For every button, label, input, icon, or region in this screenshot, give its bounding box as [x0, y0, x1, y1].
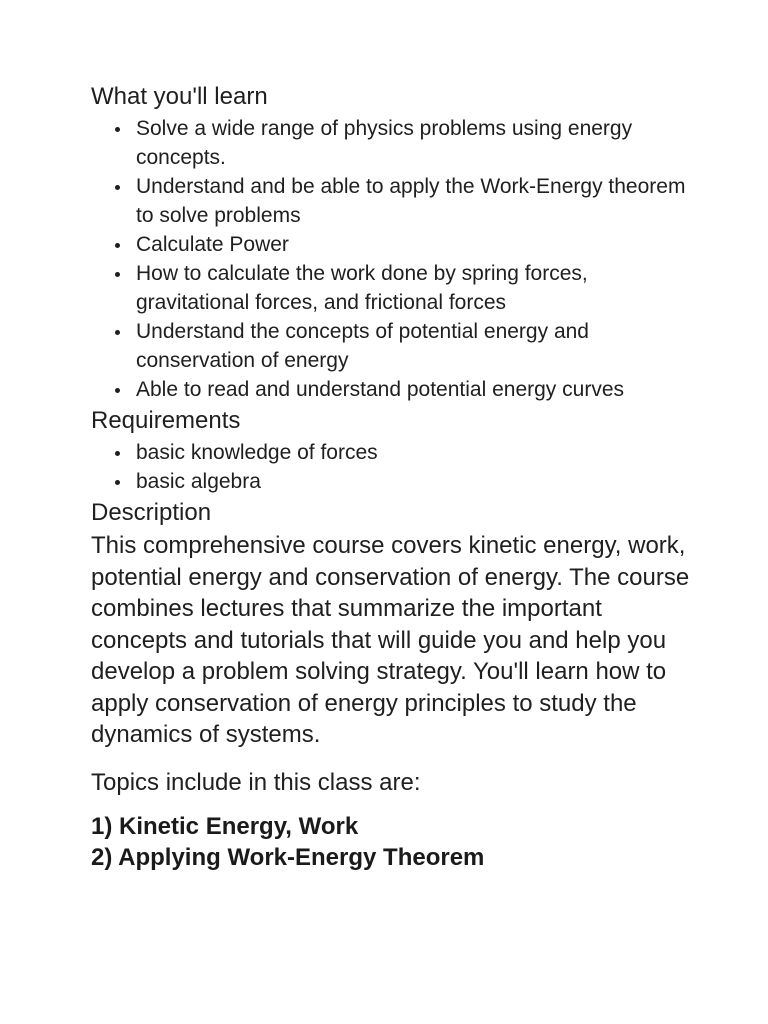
topics-intro: Topics include in this class are:	[91, 768, 421, 796]
requirements-heading: Requirements	[91, 407, 241, 434]
description-heading: Description	[91, 499, 212, 526]
list-item: Solve a wide range of physics problems using energy concepts.	[136, 114, 696, 172]
topic-item: 2) Applying Work-Energy Theorem	[91, 843, 485, 871]
description-body: This comprehensive course covers kinetic energy, work, potential energy and conservation of energy. The course combines lectures that summarize the important concepts and tutorials that will guide you and help you develop a problem solving strategy. You'll learn how to apply conservation of energy principles to study the dynamics of systems.	[91, 532, 690, 748]
what-youll-learn-heading: What you'll learn	[91, 83, 268, 110]
list-item: basic knowledge of forces	[136, 438, 691, 467]
list-item: basic algebra	[136, 467, 691, 496]
list-item: Understand and be able to apply the Work-Energy theorem to solve problems	[136, 172, 696, 230]
requirements-list	[91, 438, 691, 496]
topic-item: 1) Kinetic Energy, Work	[91, 812, 359, 840]
list-item: Calculate Power	[136, 230, 696, 259]
list-item: How to calculate the work done by spring forces, gravitational forces, and frictional forces	[136, 259, 696, 317]
learn-list	[91, 114, 691, 404]
course-details-document	[91, 80, 691, 873]
list-item: Understand the concepts of potential energy and conservation of energy	[136, 317, 696, 375]
list-item: Able to read and understand potential energy curves	[136, 375, 696, 404]
